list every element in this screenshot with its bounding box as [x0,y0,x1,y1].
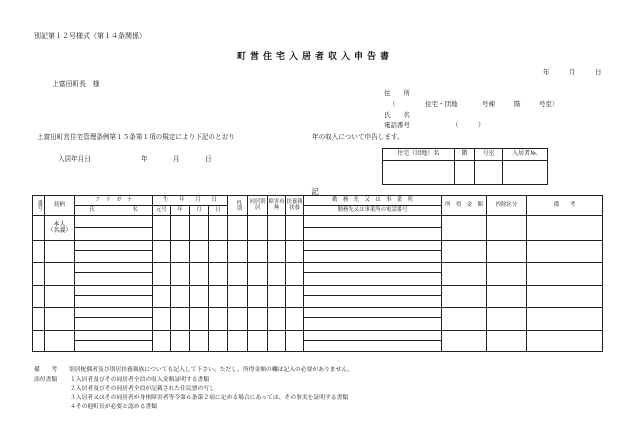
furigana-field[interactable] [75,240,153,250]
name-field[interactable] [75,251,153,263]
workplace-phone-field[interactable] [304,340,442,351]
workplace-phone-field[interactable] [304,318,442,330]
addressee: 上富田町長 様 [52,80,100,88]
name-field[interactable] [75,295,153,307]
income-field[interactable] [442,330,487,351]
remarks-note-text: 別居配偶者及び別居扶養親族についても記入して下さい。ただし、所得金額の欄は記入の必要がありません。 [69,367,354,373]
move-in-day: 日 [205,155,212,163]
header-sex: 性別 [228,196,248,216]
deduction-field[interactable] [487,285,527,307]
row-number-cell[interactable] [33,216,45,240]
address-detail-building: 号棟 [482,100,495,108]
deduction-field[interactable] [487,263,527,285]
disability-field[interactable] [268,308,286,330]
disability-field[interactable] [268,263,286,285]
income-field[interactable] [442,285,487,307]
birth-day-field[interactable] [209,216,228,240]
header-disability: 障害有無 [268,196,286,216]
header-month: 月 [190,206,209,216]
income-field[interactable] [442,240,487,262]
table-row [33,240,603,250]
deduction-field[interactable] [487,216,527,240]
unit-room-field[interactable] [475,161,503,185]
dependent-field[interactable] [286,285,304,307]
table-row [33,330,603,340]
deduction-field[interactable] [487,308,527,330]
disability-field[interactable] [268,285,286,307]
workplace-field[interactable] [304,240,442,250]
dependent-field[interactable] [286,240,304,262]
row-number-cell[interactable] [33,240,45,262]
address-detail-floor: 階 [514,100,521,108]
header-relation: 続柄 [45,196,75,216]
address-detail-room: 号室） [539,100,559,108]
birth-year-field[interactable] [171,263,190,285]
cohab-field[interactable] [248,240,268,262]
remarks-field[interactable] [527,330,603,351]
sex-field[interactable] [228,308,248,330]
birth-year-field[interactable] [171,308,190,330]
era-field[interactable] [153,216,171,240]
unit-resident-no-field[interactable] [502,161,547,185]
birth-year-field[interactable] [171,330,190,351]
birth-month-field[interactable] [190,240,209,262]
name-field[interactable] [75,273,153,285]
income-field[interactable] [442,263,487,285]
attachment-label: 添付書類 [34,377,58,383]
dependent-field[interactable] [286,216,304,240]
deduction-field[interactable] [487,240,527,262]
row-number-cell[interactable] [33,263,45,285]
birth-month-field[interactable] [190,285,209,307]
header-dependent: 扶養親扶養 [286,196,304,216]
disability-field[interactable] [268,240,286,262]
workplace-field[interactable] [304,285,442,295]
relation-field[interactable] [45,240,75,262]
birth-day-field[interactable] [209,308,228,330]
furigana-field[interactable] [75,308,153,318]
header-era: 元号 [153,206,171,216]
header-birthdate: 生 年 月 日 [153,196,228,206]
disability-field[interactable] [268,216,286,240]
sex-field[interactable] [228,330,248,351]
form-number: 別記第１２号様式（第１４条関係） [34,32,146,40]
unit-table [382,148,548,185]
remarks-note-label: 備 考 [34,367,58,373]
furigana-field[interactable] [75,263,153,273]
income-field[interactable] [442,216,487,240]
remarks-field[interactable] [527,308,603,330]
sex-field[interactable] [228,263,248,285]
header-deduction: 控除区分 [487,196,527,216]
workplace-phone-field[interactable] [304,295,442,307]
date-day: 日 [595,68,602,76]
relation-field[interactable] [45,308,75,330]
workplace-field[interactable] [304,216,442,227]
self-label: 本人 [53,220,66,228]
era-field[interactable] [153,285,171,307]
birth-month-field[interactable] [190,263,209,285]
income-field[interactable] [442,308,487,330]
attachment-item: １入居者及びその同居者全員の収入金額証明する書類 [70,377,210,383]
table-row [33,216,603,227]
intro-year-suffix: 年の収入について申告します。 [312,133,404,141]
date-month: 月 [569,68,576,76]
era-field[interactable] [153,330,171,351]
relation-field[interactable] [45,263,75,285]
attachment-item: ４その他町長が必要と認める書類 [70,404,157,410]
header-workplace-phone: 勤務先又は事業所の電話番号 [304,206,442,216]
phone-label: 電話番号 [384,121,410,129]
remarks-field[interactable] [527,263,603,285]
era-field[interactable] [153,308,171,330]
workplace-phone-field[interactable] [304,273,442,285]
remarks-field[interactable] [527,285,603,307]
move-in-month: 月 [173,155,180,163]
row-number-cell[interactable] [33,285,45,307]
table-row [33,308,603,318]
unit-floor-field[interactable] [454,161,475,185]
cohab-field[interactable] [248,308,268,330]
birth-month-field[interactable] [190,308,209,330]
dependent-field[interactable] [286,308,304,330]
deduction-field[interactable] [487,330,527,351]
name-field[interactable] [75,318,153,330]
phone-parens: （ ） [452,121,485,129]
header-cohabitation: 同居別居 [248,196,268,216]
disability-field[interactable] [268,330,286,351]
address-detail-open: （ [389,100,396,108]
birth-year-field[interactable] [171,285,190,307]
furigana-field[interactable] [75,330,153,340]
dependent-field[interactable] [286,330,304,351]
era-field[interactable] [153,263,171,285]
workplace-field[interactable] [304,263,442,273]
household-table [32,195,603,352]
header-day: 日 [209,206,228,216]
cohab-field[interactable] [248,263,268,285]
intro-text: 上富田町営住宅管理条例第１５条第１項の規定により下記のとおり [37,133,235,141]
header-income: 所 得 金 額 [442,196,487,216]
relation-field[interactable] [45,330,75,351]
header-workplace: 勤 務 先 又 は 事 業 所 [304,196,442,206]
row-number-cell[interactable] [33,330,45,351]
ki-label: 記 [311,187,319,196]
self-title-label: （名義） [47,227,72,235]
birth-day-field[interactable] [209,240,228,262]
workplace-phone-field[interactable] [304,227,442,240]
remarks-field[interactable] [527,240,603,262]
cohab-field[interactable] [248,216,268,240]
dependent-field[interactable] [286,263,304,285]
relation-cell-self [45,216,75,240]
unit-header-room: 号室 [475,149,503,161]
unit-header-estate: 住宅（団地）名 [383,149,455,161]
birth-day-field[interactable] [209,330,228,351]
header-name: 氏 名 [75,206,153,216]
sex-field[interactable] [228,285,248,307]
birth-day-field[interactable] [209,263,228,285]
name-field[interactable] [75,227,153,240]
header-number: 番号 [33,196,45,216]
address-label: 住 所 [384,89,410,97]
unit-header-floor: 階 [454,149,475,161]
page-title: 町営住宅入居者収入申告書 [236,52,393,62]
birth-year-field[interactable] [171,216,190,240]
header-furigana: フ リ ガ ナ [75,196,153,206]
sex-field[interactable] [228,216,248,240]
sex-field[interactable] [228,240,248,262]
cohab-field[interactable] [248,330,268,351]
header-remarks: 備 考 [527,196,603,216]
remarks-field[interactable] [527,216,603,240]
date-year: 年 [543,68,550,76]
relation-field[interactable] [45,285,75,307]
workplace-phone-field[interactable] [304,251,442,263]
attachment-item: ２入居者及びその同居者全員が記載された住民票の写し [70,386,215,392]
unit-estate-field[interactable] [383,161,455,185]
table-row [33,263,603,273]
address-detail-estate: 住宅・団地 [425,100,458,108]
unit-header-resident-no: 入居者№. [502,149,547,161]
workplace-field[interactable] [304,308,442,318]
name-field[interactable] [75,340,153,351]
remarks-note [34,364,353,373]
birth-month-field[interactable] [190,330,209,351]
birth-year-field[interactable] [171,240,190,262]
birth-day-field[interactable] [209,285,228,307]
workplace-field[interactable] [304,330,442,340]
header-year: 年 [171,206,190,216]
cohab-field[interactable] [248,285,268,307]
move-in-year: 年 [141,155,148,163]
furigana-field[interactable] [75,285,153,295]
move-in-label: 入居年月日 [58,155,91,163]
furigana-field[interactable] [75,216,153,227]
birth-month-field[interactable] [190,216,209,240]
attachment-item: ３入居者又はその同居者が身体障害者等令第６条第２項に定める場合にあっては、その事実を証明する書類 [70,395,349,401]
name-label: 氏 名 [384,111,410,119]
row-number-cell[interactable] [33,308,45,330]
table-row [33,285,603,295]
era-field[interactable] [153,240,171,262]
